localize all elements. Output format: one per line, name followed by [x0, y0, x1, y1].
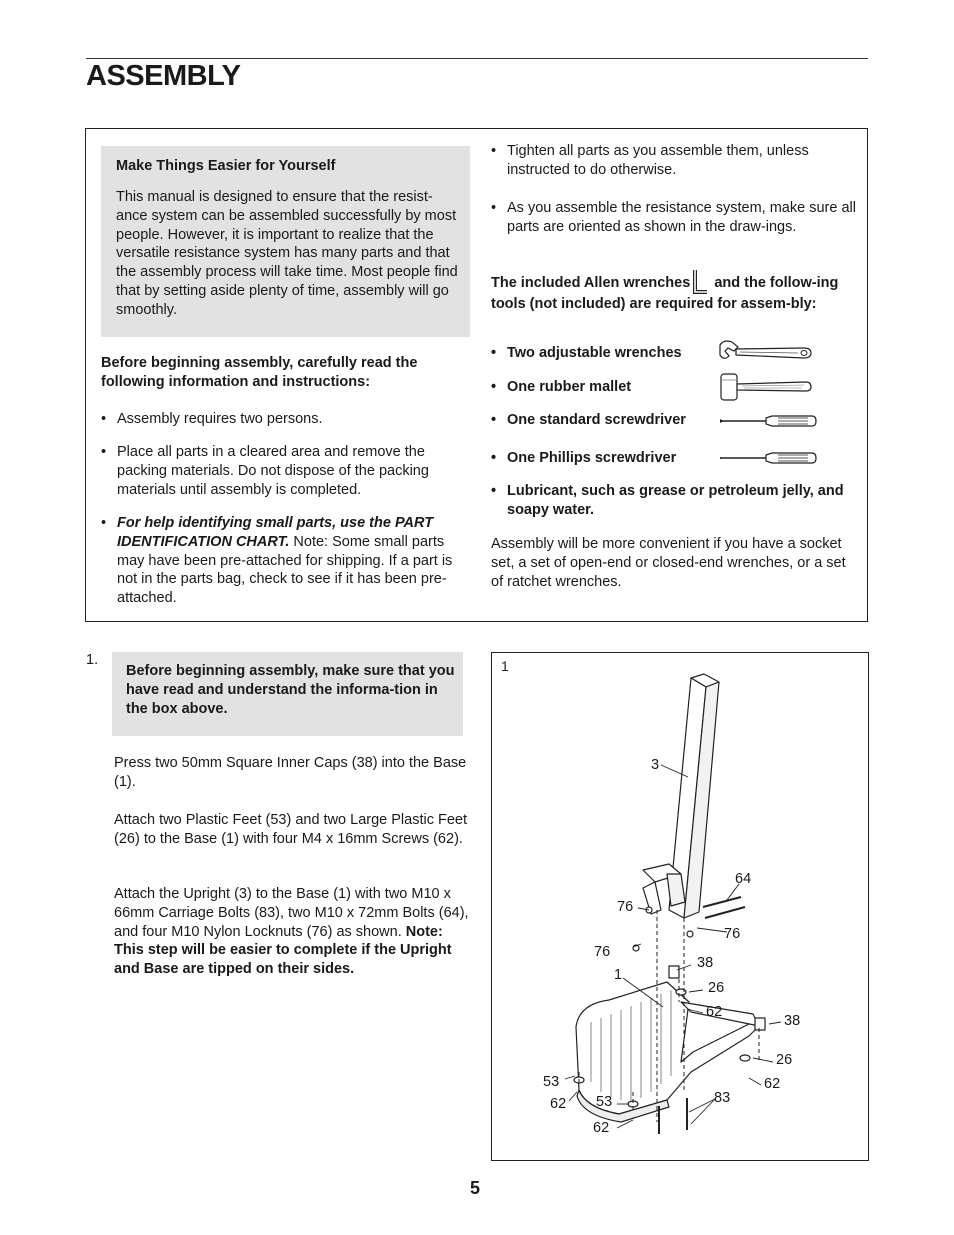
callout-label: 3 — [651, 757, 660, 773]
step-number: 1. — [86, 652, 99, 668]
closing-text: Assembly will be more convenient if you have a socket set, a set of open-end or closed-end wrenches, or a set of ratchet wrenches. — [491, 536, 846, 590]
callout-label: 64 — [735, 871, 752, 887]
callout-label: 62 — [706, 1004, 723, 1020]
callout-label: 76 — [724, 926, 741, 942]
tool-item: • One rubber mallet — [491, 378, 717, 397]
tool-item: • One standard screwdriver — [491, 411, 722, 430]
step-paragraph — [114, 885, 469, 979]
callout-label: 1 — [614, 967, 623, 983]
callout-label: 62 — [550, 1096, 567, 1112]
step-note-box — [112, 652, 463, 736]
step-paragraph: Press two 50mm Square Inner Caps (38) into the Base (1). — [114, 755, 467, 790]
tip-body: This manual is designed to ensure that the resist-ance system can be assembled successfully by most people. However, it is important to realize that the versatile resistance system has many parts and that the assembly process will take time. Most people find that by setting aside plenty of time, assembly will go smoothly. — [116, 189, 458, 318]
header-rule — [86, 58, 868, 59]
tool-item: • Lubricant, such as grease or petroleum jelly, and soapy water. — [491, 482, 862, 520]
callout-label: 83 — [714, 1090, 731, 1106]
rubber-mallet-icon — [718, 370, 814, 404]
list-item-help — [101, 514, 472, 608]
callout-label: 62 — [593, 1120, 610, 1136]
callout-label: 62 — [764, 1076, 781, 1092]
list-item: • As you assemble the resistance system, make sure all parts are oriented as shown in the draw-ings. — [491, 199, 857, 237]
phillips-screwdriver-icon — [718, 447, 818, 469]
tools-intro-pre: The included Allen wrenches — [491, 275, 691, 291]
page-title: ASSEMBLY — [86, 60, 241, 92]
callout-label: 76 — [617, 899, 634, 915]
page-number: 5 — [470, 1178, 481, 1198]
tools-intro — [491, 269, 851, 314]
allen-wrench-icon — [692, 269, 710, 295]
list-item: • Assembly requires two persons. — [101, 410, 472, 429]
tool-item: • One Phillips screwdriver — [491, 449, 722, 468]
list-item: • Tighten all parts as you assemble them, unless instructed to do otherwise. — [491, 142, 857, 180]
step-note: Before beginning assembly, make sure that you have read and understand the informa-tion in the box above. — [126, 663, 455, 717]
adjustable-wrench-icon — [718, 339, 814, 365]
callout-label: 26 — [776, 1052, 793, 1068]
list-item: • Place all parts in a cleared area and remove the packing materials. Do not dispose of the packing materials until assembly is completed. — [101, 443, 472, 499]
callout-label: 38 — [784, 1013, 801, 1029]
tip-box — [101, 146, 470, 337]
help-emphasis: For help identifying small parts, use the PART IDENTIFICATION CHART. — [117, 515, 434, 550]
standard-screwdriver-icon — [718, 410, 818, 432]
step-paragraph: Attach two Plastic Feet (53) and two Large Plastic Feet (26) to the Base (1) with four M4 x 16mm Screws (62). — [114, 812, 467, 847]
figure-number: 1 — [501, 658, 509, 674]
step-text: Attach the Upright (3) to the Base (1) with two M10 x 66mm Carriage Bolts (83), two M10 x 72mm Bolts (64), and four M10 Nylon Locknuts (76) as shown. — [114, 886, 469, 940]
tip-title: Make Things Easier for Yourself — [116, 158, 336, 174]
callout-label: 38 — [697, 955, 714, 971]
tool-item: • Two adjustable wrenches — [491, 344, 717, 363]
before-heading: Before beginning assembly, carefully read the following information and instructions: — [101, 355, 418, 390]
callout-label: 26 — [708, 980, 725, 996]
tools-intro-post: and the follow-ing tools (not included) are required for assem-bly: — [491, 275, 839, 312]
callout-label: 53 — [596, 1094, 613, 1110]
step-emphasis: Note: This step will be easier to complete if the Upright and Base are tipped on their sides. — [114, 923, 452, 978]
callout-label: 76 — [594, 944, 611, 960]
callout-label: 53 — [543, 1074, 560, 1090]
help-note: Note: Some small parts may have been pre-attached for shipping. If a part is not in the parts bag, check to see if it has been pre-attached. — [117, 533, 453, 607]
